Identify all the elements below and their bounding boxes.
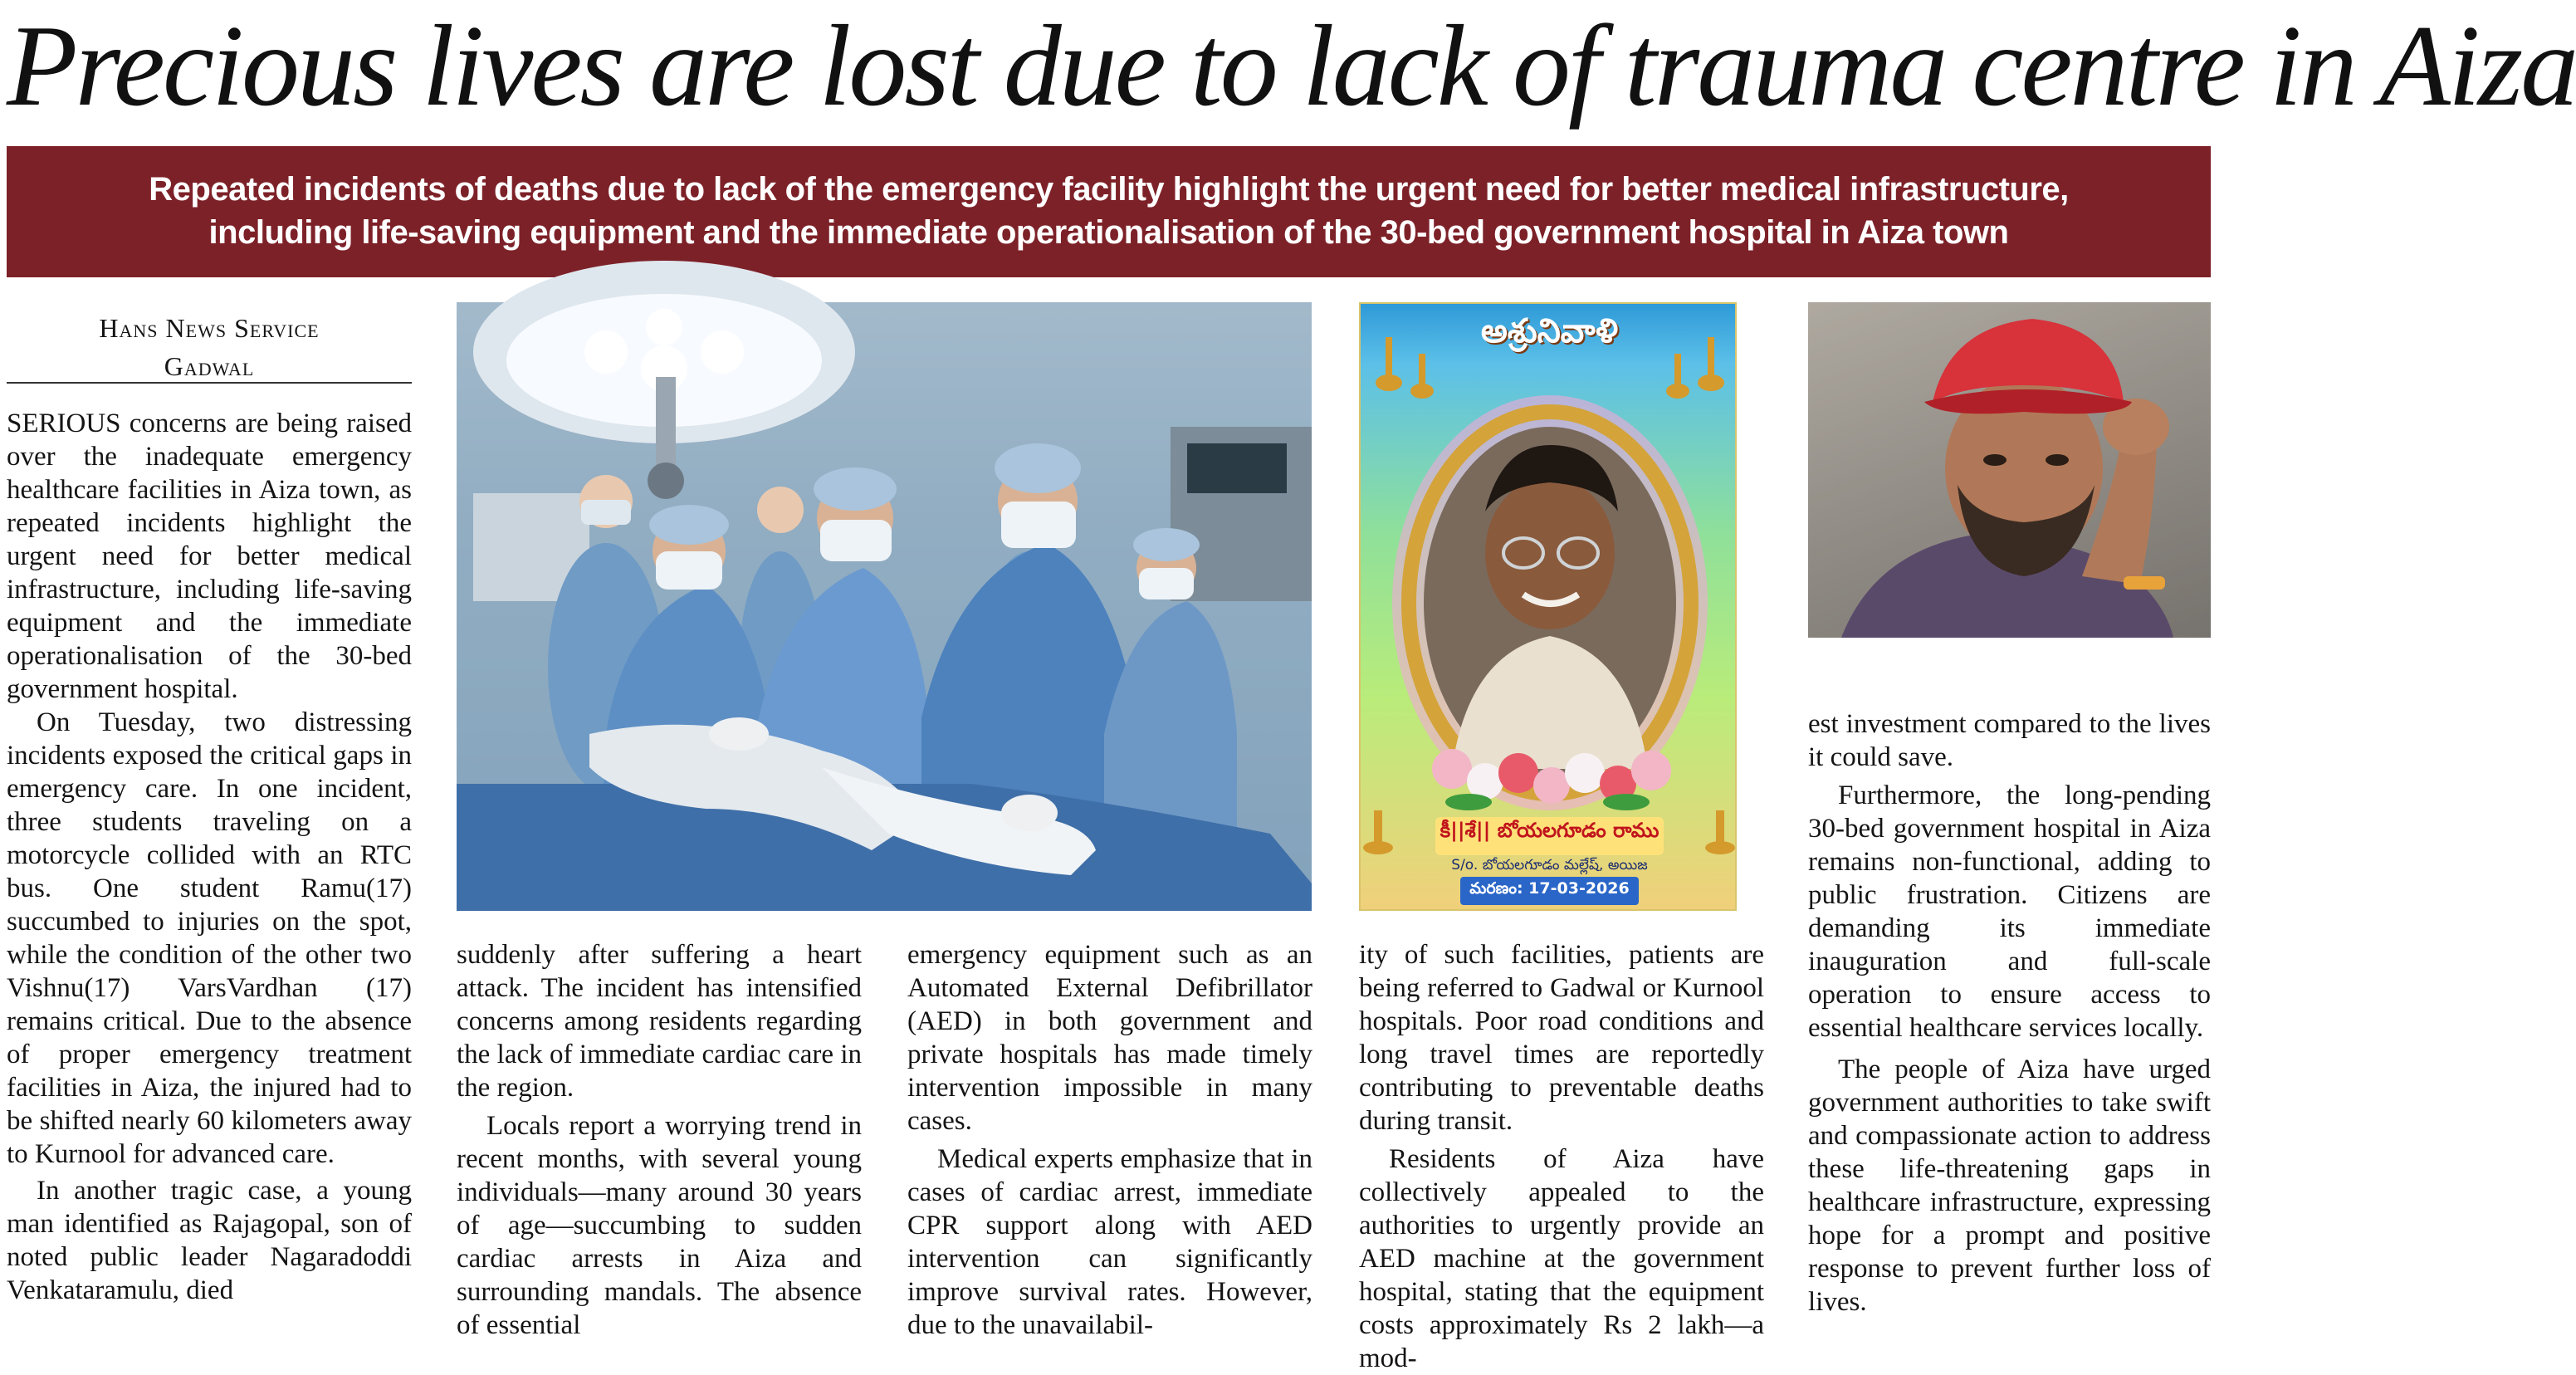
byline-agency: Hans News Service <box>99 313 320 343</box>
col5-paragraph: Furthermore, the long-pending 30-bed government hospital in Aiza remains non-functional, adding to public frustration. Citizens are demanding its immediate inauguration and full-scale operation to ensure access to essential healthcare services locally. <box>1808 780 2211 1043</box>
col2-paragraph: Locals report a worrying trend in recent months, with several young individuals—many around 30 years of age—succumbing to sudden cardiac arrests in Aiza and surrounding mandals. The absence of essential <box>457 1111 862 1340</box>
article-column-1 <box>7 407 412 1307</box>
col1-paragraph: In another tragic case, a young man identified as Rajagopal, son of noted public leader Nagaradoddi Venkataramulu, died <box>7 1176 412 1305</box>
col4-paragraph: Residents of Aiza have collectively appealed to the authorities to urgently provide an AED machine at the government hospital, stating that the equipment costs approximately Rs 2 lakh—a mod- <box>1359 1144 1764 1373</box>
man-portrait-photo <box>1808 302 2211 638</box>
deck-banner <box>7 146 2211 277</box>
col2-paragraph: suddenly after suffering a heart attack. The incident has intensified concerns among residents regarding the lack of immediate cardiac care in the region. <box>457 940 862 1103</box>
tribute-date: మరణం: 17-03-2026 <box>1469 879 1630 898</box>
article-column-2 <box>457 938 862 1342</box>
headline: Precious lives are lost due to lack of trauma centre in Aiza <box>7 2 2576 130</box>
byline-rule <box>7 382 412 384</box>
col1-paragraph: SERIOUS concerns are being raised over the inadequate emergency healthcare facilities in Aiza town, as repeated incidents highlight the urgent need for better medical infrastructure, including life-saving equipment and the immediate operationalisation of the 30-bed government hospital. <box>7 409 412 704</box>
col3-paragraph: Medical experts emphasize that in cases of cardiac arrest, immediate CPR support along with AED intervention can significantly improve survival rates. However, due to the unavailabil- <box>907 1144 1312 1340</box>
col5-paragraph: est investment compared to the lives it could save. <box>1808 709 2211 772</box>
article-column-3 <box>907 938 1312 1342</box>
col1-paragraph: On Tuesday, two distressing incidents exposed the critical gaps in emergency care. In one incident, three students traveling on a motorcycle collided with an RTC bus. One student Ramu(17) succumbed to injuries on the spot, while the condition of the other two Vishnu(17) VarsVardhan (17) remains critical. Due to the absence of proper emergency treatment facilities in Aiza, the injured had to be shifted nearly 60 kilometers away to Kurnool for advanced care. <box>7 707 412 1169</box>
deck-line-2: including life-saving equipment and the immediate operationalisation of the 30-bed government hospital in Aiza town <box>208 214 2009 251</box>
col3-paragraph: emergency equipment such as an Automated External Defibrillator (AED) in both government and private hospitals has made timely intervention impossible in many cases. <box>907 940 1312 1136</box>
tribute-heading: అశ్రునివాళి <box>1480 312 1619 350</box>
byline-place: Gadwal <box>164 351 255 381</box>
tribute-poster <box>1359 302 1737 911</box>
col4-paragraph: ity of such facilities, patients are being referred to Gadwal or Kurnool hospitals. Poor road conditions and long travel times are reportedly contributing to preventable deaths during transit. <box>1359 940 1764 1136</box>
article-column-5 <box>1808 707 2211 1319</box>
col5-paragraph: The people of Aiza have urged government authorities to take swift and compassionate action to address these life-threatening gaps in healthcare infrastructure, expressing hope for a prompt and positive response to prevent further loss of lives. <box>1808 1054 2211 1317</box>
tribute-name: కీ||శే|| బోయలగూడం రాము <box>1440 819 1659 842</box>
surgery-team-photo <box>457 302 1312 911</box>
article-column-4 <box>1359 938 1764 1375</box>
tribute-relation: S/o. బోయలగూడం మల్లేష్, అయిజ <box>1451 857 1648 873</box>
byline <box>7 309 412 385</box>
deck-line-1: Repeated incidents of deaths due to lack of the emergency facility highlight the urgent need for better medical infrastructure, <box>149 171 2069 208</box>
